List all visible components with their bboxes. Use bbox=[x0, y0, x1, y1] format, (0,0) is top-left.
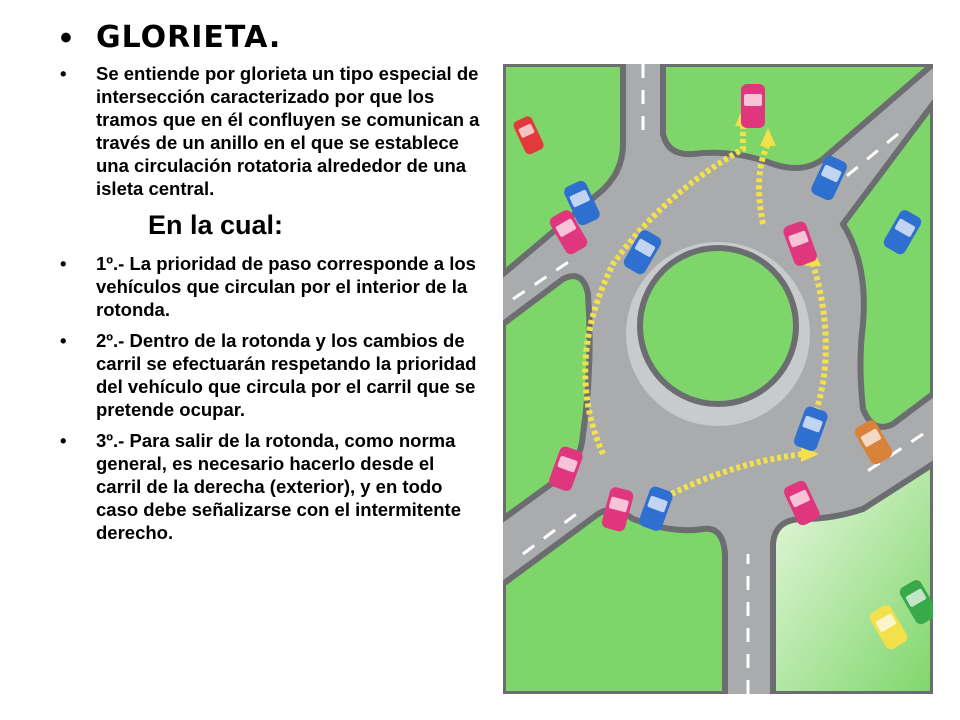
list-item-rule-1 bbox=[60, 252, 480, 321]
intro-text: Se entiende por glorieta un tipo especial de intersección caracterizado por que los tramos que en él confluyen se comunican a través de un anillo en el que se establece una circulación rotatoria alrededor de una isleta central. bbox=[96, 63, 480, 199]
slide-title: GLORIETA. bbox=[96, 20, 282, 55]
bullet: • bbox=[60, 253, 67, 274]
title-bullet: • bbox=[60, 19, 72, 57]
bullet: • bbox=[60, 430, 67, 451]
list-item-rule-3 bbox=[60, 429, 480, 544]
roundabout-illustration bbox=[503, 64, 933, 694]
bullet: • bbox=[60, 330, 67, 351]
rule-text: 2º.- Dentro de la rotonda y los cambios de carril se efectuarán respetando la prioridad del vehículo que circula por el carril que se pretende ocupar. bbox=[96, 330, 477, 420]
bullet: • bbox=[60, 63, 67, 84]
text-content bbox=[60, 62, 480, 552]
title-row bbox=[60, 18, 281, 58]
list-item-intro bbox=[60, 62, 480, 200]
list-item-rule-2 bbox=[60, 329, 480, 421]
car-icon bbox=[741, 84, 765, 128]
rule-text: 1º.- La prioridad de paso corresponde a los vehículos que circulan por el interior de la rotonda. bbox=[96, 253, 476, 320]
central-island bbox=[640, 248, 796, 404]
section-heading: En la cual: bbox=[148, 210, 284, 240]
rule-text: 3º.- Para salir de la rotonda, como norma general, es necesario hacerlo desde el carril de la derecha (exterior), y en todo caso debe señalizarse con el intermitente derecho. bbox=[96, 430, 462, 543]
